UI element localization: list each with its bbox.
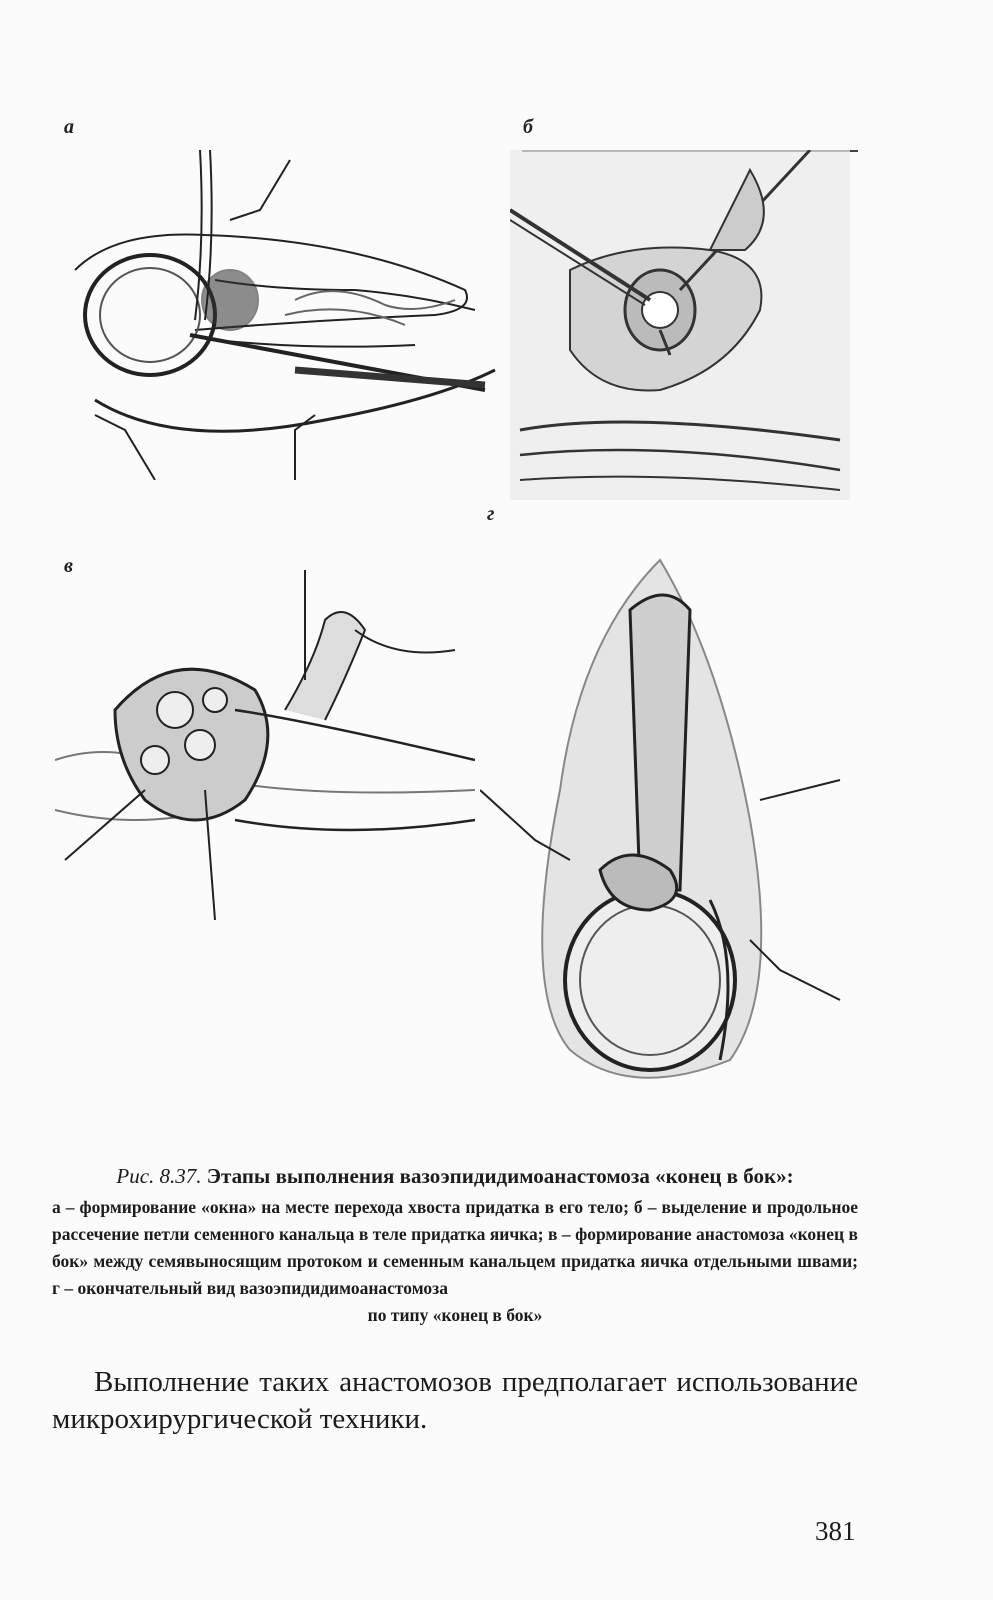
page-number: 381 — [815, 1516, 856, 1546]
panel-label-a: а — [64, 116, 74, 138]
illustration-g — [480, 540, 850, 1090]
caption-title: Этапы выполнения вазоэпидидимоанастомоза «конец в бок»: — [206, 1164, 794, 1188]
illustration-b — [510, 150, 850, 500]
panel-label-g: г — [487, 503, 495, 525]
caption-body — [52, 1194, 858, 1329]
caption-body-text: а – формирование «окна» на месте перехода хвоста придатка в его тело; б – выделение и продольное рассечение петли семенного канальца в теле придатка яичка; в – формирование анастомоза «конец в бок» между семявыносящим протоком и семенным канальцем придатка яичка отдельными швами; г – окончательный вид вазоэпидидимоанастомоза — [52, 1197, 858, 1298]
panel-label-v: в — [64, 555, 73, 577]
figure-caption — [52, 1163, 858, 1329]
figure-number: Рис. 8.37. — [116, 1164, 202, 1188]
panel-label-b: б — [523, 116, 533, 138]
illustration-v — [55, 560, 475, 920]
illustration-a — [55, 140, 505, 480]
body-paragraph: Выполнение таких анастомозов предполагает использование микрохирургической техники. — [52, 1366, 858, 1435]
caption-body-last: по типу «конец в бок» — [367, 1305, 543, 1325]
caption-title-line — [52, 1163, 858, 1190]
